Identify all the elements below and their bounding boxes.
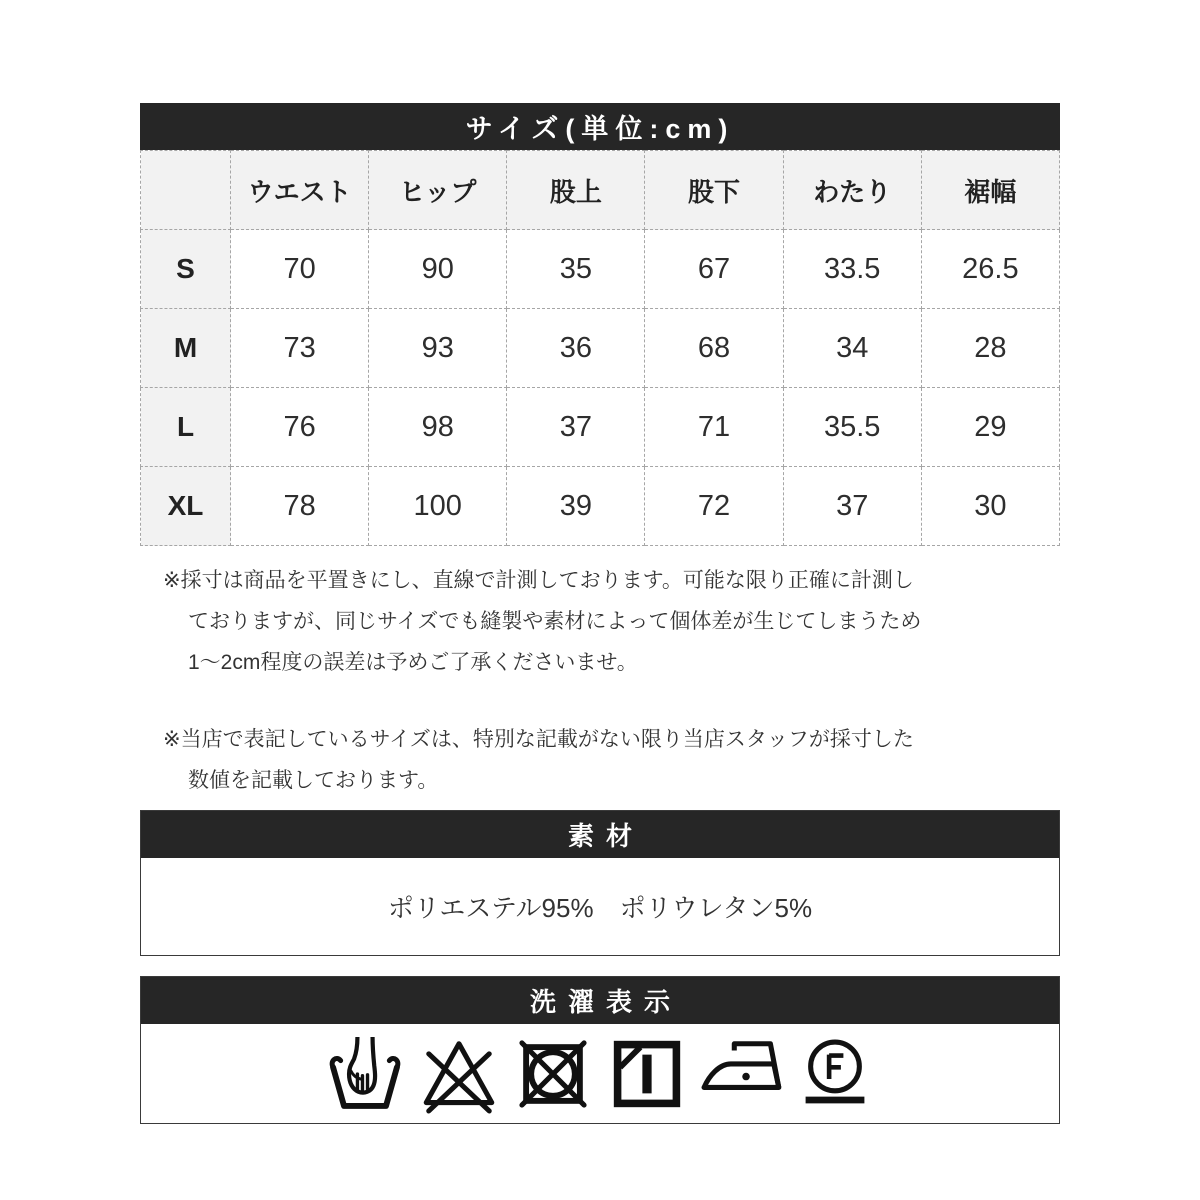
size-table-header-row [141, 151, 1060, 230]
note-line: ておりますが、同じサイズでも縫製や素材によって個体差が生じてしまうため [188, 610, 922, 633]
column-header-rise: 股上 [507, 151, 645, 230]
size-spec-section [140, 103, 1060, 546]
laundry-section-title: 洗濯表示 [141, 977, 1059, 1024]
cell-value: 26.5 [921, 230, 1059, 309]
cell-value: 78 [231, 467, 369, 546]
cell-value: 72 [645, 467, 783, 546]
cell-value: 39 [507, 467, 645, 546]
cell-value: 28 [921, 309, 1059, 388]
cell-value: 34 [783, 309, 921, 388]
material-section-title: 素材 [141, 811, 1059, 858]
size-table [140, 150, 1060, 546]
cell-value: 67 [645, 230, 783, 309]
cell-value: 93 [369, 309, 507, 388]
cell-value: 68 [645, 309, 783, 388]
table-row-m [141, 309, 1060, 388]
laundry-icons-row [141, 1024, 1059, 1123]
size-label: S [141, 230, 231, 309]
cell-value: 98 [369, 388, 507, 467]
cell-value: 35.5 [783, 388, 921, 467]
cell-value: 71 [645, 388, 783, 467]
note-line: 数値を記載しております。 [188, 769, 439, 792]
cell-value: 100 [369, 467, 507, 546]
cell-value: 37 [507, 388, 645, 467]
column-header-hem: 裾幅 [921, 151, 1059, 230]
line-dry-in-shade-icon [605, 1032, 689, 1116]
material-section [140, 810, 1060, 956]
cell-value: 35 [507, 230, 645, 309]
dry-clean-petroleum-gentle-icon [793, 1032, 877, 1116]
laundry-care-section [140, 976, 1060, 1124]
cell-value: 76 [231, 388, 369, 467]
column-header-waist: ウエスト [231, 151, 369, 230]
cell-value: 29 [921, 388, 1059, 467]
table-row-xl [141, 467, 1060, 546]
column-header-thigh: わたり [783, 151, 921, 230]
column-header-inseam: 股下 [645, 151, 783, 230]
note-line: ※採寸は商品を平置きにし、直線で計測しております。可能な限り正確に計測し [163, 569, 914, 592]
size-label: M [141, 309, 231, 388]
measurement-notes [163, 560, 1063, 837]
size-label: L [141, 388, 231, 467]
column-header-hip: ヒップ [369, 151, 507, 230]
iron-low-temperature-icon [699, 1032, 783, 1116]
cell-value: 37 [783, 467, 921, 546]
material-composition-text: ポリエステル95% ポリウレタン5% [141, 858, 1059, 955]
note-line: ※当店で表記しているサイズは、特別な記載がない限り当店スタッフが採寸した [163, 728, 914, 751]
size-label: XL [141, 467, 231, 546]
size-section-title: サイズ(単位:cm) [140, 103, 1060, 150]
table-row-s [141, 230, 1060, 309]
do-not-tumble-dry-icon [511, 1032, 595, 1116]
note-line: 1〜2cm程度の誤差は予めご了承くださいませ。 [188, 651, 638, 674]
cell-value: 73 [231, 309, 369, 388]
corner-cell [141, 151, 231, 230]
hand-wash-icon [323, 1032, 407, 1116]
cell-value: 36 [507, 309, 645, 388]
cell-value: 33.5 [783, 230, 921, 309]
cell-value: 90 [369, 230, 507, 309]
cell-value: 70 [231, 230, 369, 309]
note-staff-measured [163, 719, 1063, 801]
note-measurement-method [163, 560, 1063, 683]
table-row-l [141, 388, 1060, 467]
cell-value: 30 [921, 467, 1059, 546]
do-not-bleach-icon [417, 1032, 501, 1116]
